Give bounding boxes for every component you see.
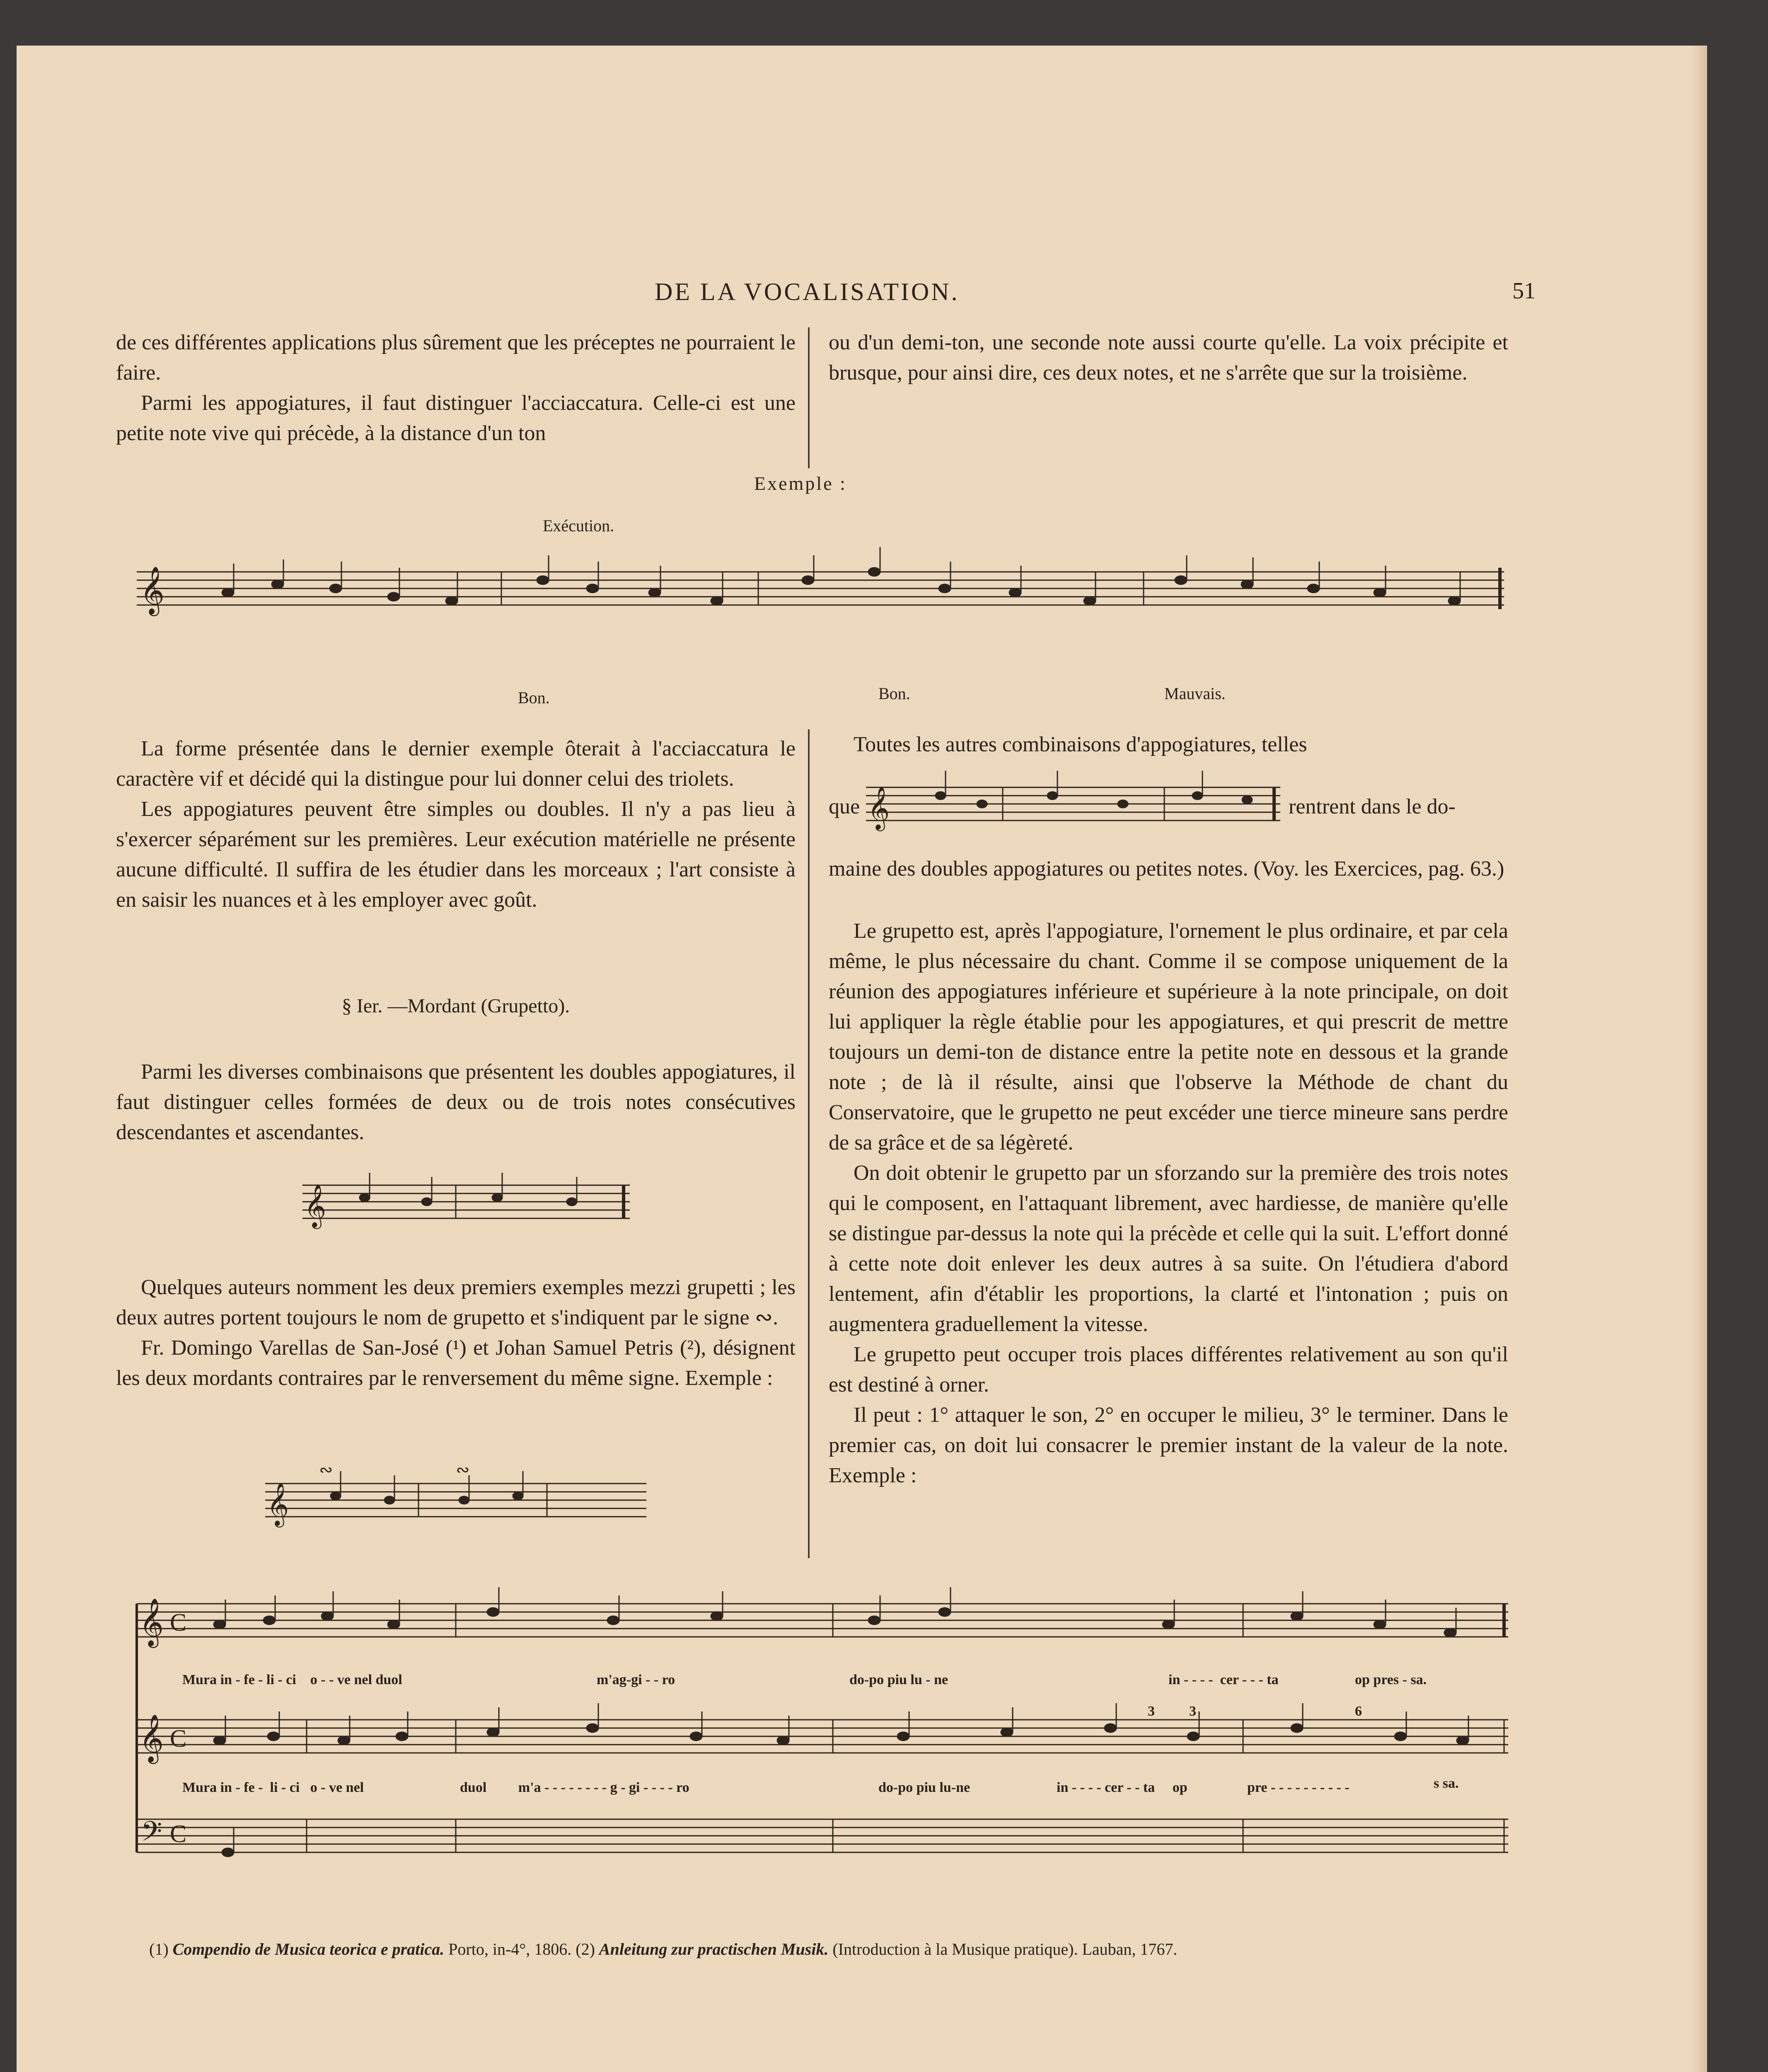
svg-text:∾: ∾	[319, 1460, 333, 1479]
right-paragraphs	[829, 916, 1508, 1491]
lyrics-top-right2: in - - - - cer - - - ta	[1168, 1672, 1279, 1687]
mordant-reversal-staff	[265, 1460, 646, 1533]
svg-text:∾: ∾	[456, 1460, 470, 1479]
example-label-bon-1: Bon.	[518, 688, 550, 707]
right-p3: On doit obtenir le grupetto par un sforzando sur la première des trois notes qui le composent, en l'attaquant librement, avec hardiesse, de manière qu'elle se distingue par-dessus la note qui la précède et celle qui la suit. L'effort donné à cette note doit enlever les deux autres à sa suite. On l'étudiera d'abord lentement, afin d'établir les proportions, la clarté et l'intonation ; puis on augmentera graduellement la vitesse.	[829, 1161, 1508, 1336]
svg-text:𝄞: 𝄞	[304, 1186, 327, 1227]
column-divider-lower	[808, 729, 810, 1558]
double-appoggiatura-staff	[302, 1173, 630, 1235]
svg-text:𝄢: 𝄢	[141, 1817, 162, 1854]
footnote-1-place: Porto, in-4°, 1806.	[448, 1940, 572, 1958]
example-label-mauvais: Mauvais.	[1164, 684, 1226, 703]
intro-left-p1: de ces différentes applications plus sûrement que les préceptes ne pourraient le faire.	[116, 331, 796, 385]
svg-text:C: C	[170, 1820, 187, 1847]
lyrics-top-left: Mura in - fe - li - ci o - - ve nel duol	[182, 1672, 402, 1687]
left-paragraphs-top	[116, 733, 796, 915]
tuplet-1: 3	[1148, 1704, 1155, 1719]
book-page	[17, 46, 1707, 2072]
lyrics-mid-end: s sa.	[1434, 1776, 1459, 1791]
svg-text:𝄞: 𝄞	[267, 1484, 289, 1525]
svg-text:𝄞: 𝄞	[140, 567, 165, 613]
intro-right-column: ou d'un demi-ton, une seconde note aussi courte qu'elle. La voix précipite et brusque, pour ainsi dire, ces deux notes, et ne s'arrête que sur la troisième.	[829, 331, 1508, 385]
left-p5: Fr. Domingo Varellas de San-José (¹) et Johan Samuel Petris (²), désignent les deux mordants contraires par le renversement du même signe. Exemple :	[116, 1336, 796, 1390]
intro-left-p2: Parmi les appogiatures, il faut distinguer l'acciaccatura. Celle-ci est une petite note vive qui précède, à la distance d'un ton	[116, 391, 796, 445]
right-p2: Le grupetto est, après l'appogiature, l'ornement le plus ordinaire, et par cela même, le plus nécessaire du chant. Comme il se compose uniquement de la réunion des appogiatures inférieure et supérieure à la note principale, on doit lui appliquer la règle établie pour les appogiatures, et qui prescrit de mettre toujours un demi-ton de distance entre la petite note en dessous et la grande note ; de là il résulte, ainsi que l'observe la Méthode de chant du Conservatoire, que le grupetto ne peut excéder une tierce mineure sans perdre de sa grâce et de sa légèreté.	[829, 919, 1508, 1155]
example-label-bon-2: Bon.	[878, 684, 910, 703]
right-p1-after: rentrent dans le do-	[1289, 795, 1456, 818]
tuplet-2: 3	[1189, 1704, 1196, 1719]
lyrics-mid-right1: do-po piu lu-ne	[878, 1780, 970, 1795]
section-heading-mordant: § Ier. —Mordant (Grupetto).	[341, 995, 570, 1017]
tuplet-3: 6	[1355, 1704, 1362, 1719]
svg-text:𝄞: 𝄞	[139, 1715, 164, 1761]
footnote-2-title: Anleitung zur practischen Musik.	[599, 1940, 829, 1958]
left-p1: La forme présentée dans le dernier exemple ôterait à l'acciaccatura le caractère vif et décidé qui la distingue pour lui donner celui des triolets.	[116, 737, 796, 791]
lyrics-mid-mid: duol m'a - - - - - - - - g - gi - - - - ro	[460, 1780, 689, 1795]
footnote-2-number: (2)	[576, 1940, 595, 1958]
running-header: DE LA VOCALISATION.	[655, 278, 960, 305]
right-p1-end: maine des doubles appogiatures ou petites notes. (Voy. les Exercices, pag. 63.)	[829, 857, 1504, 881]
svg-text:𝄞: 𝄞	[139, 1599, 164, 1645]
lyrics-top-right1: do-po piu lu - ne	[849, 1672, 948, 1687]
left-p2: Les appogiatures peuvent être simples ou doubles. Il n'y a pas lieu à s'exercer séparément sur les premières. Leur exécution matérielle ne présente aucune difficulté. Il suffira de les étudier dans les morceaux ; l'art consiste à en saisir les nuances et à les employer avec goût.	[116, 797, 796, 912]
footnote-1-title: Compendio de Musica teorica e pratica.	[172, 1940, 445, 1958]
footnote-1-number: (1)	[149, 1940, 169, 1958]
appoggiatura-combinations-staff	[866, 775, 1280, 837]
column-divider	[808, 327, 810, 468]
left-paragraphs-bottom	[116, 1272, 796, 1393]
footnotes	[149, 1939, 1177, 1959]
acciaccatura-example-staff	[137, 555, 1504, 638]
lyrics-top-mid: m'ag-gi - - ro	[597, 1672, 675, 1687]
staff-bass	[137, 1819, 1508, 1852]
lyrics-mid-left: Mura in - fe - li - ci o - ve nel	[182, 1780, 364, 1795]
right-p4: Le grupetto peut occuper trois places différentes relativement au son qu'il est destiné à orner.	[829, 1343, 1508, 1397]
left-p3-text: Parmi les diverses combinaisons que présentent les doubles appogiatures, il faut distinguer celles formées de deux ou de trois notes consécutives descendantes et ascendantes.	[116, 1060, 796, 1144]
svg-text:𝄞: 𝄞	[868, 788, 890, 829]
lyrics-mid-right3: pre - - - - - - - - - -	[1247, 1780, 1350, 1795]
lyrics-top-right3: op pres - sa.	[1355, 1672, 1427, 1687]
left-p4: Quelques auteurs nomment les deux premiers exemples mezzi grupetti ; les deux autres portent toujours le nom de grupetto et s'indiquent par le signe ∾.	[116, 1276, 796, 1329]
example-heading: Exemple :	[754, 473, 847, 494]
svg-text:C: C	[170, 1725, 187, 1752]
intro-left-column	[116, 327, 796, 448]
right-p1-start: Toutes les autres combinaisons d'appogiatures, telles	[854, 733, 1307, 756]
left-p3	[116, 1057, 796, 1147]
right-p5: Il peut : 1° attaquer le son, 2° en occuper le milieu, 3° le terminer. Dans le premier cas, on doit lui consacrer le premier instant de la valeur de la note. Exemple :	[829, 1403, 1508, 1487]
svg-text:C: C	[170, 1609, 187, 1636]
page-number: 51	[1512, 278, 1536, 304]
footnote-2-place: (Introduction à la Musique pratique). Lauban, 1767.	[832, 1940, 1178, 1958]
lyrics-mid-right2: in - - - - cer - - ta op	[1057, 1780, 1188, 1795]
right-p1-que: que	[829, 795, 860, 818]
bottom-music-system	[137, 1587, 1508, 1877]
execution-label: Exécution.	[543, 516, 614, 535]
